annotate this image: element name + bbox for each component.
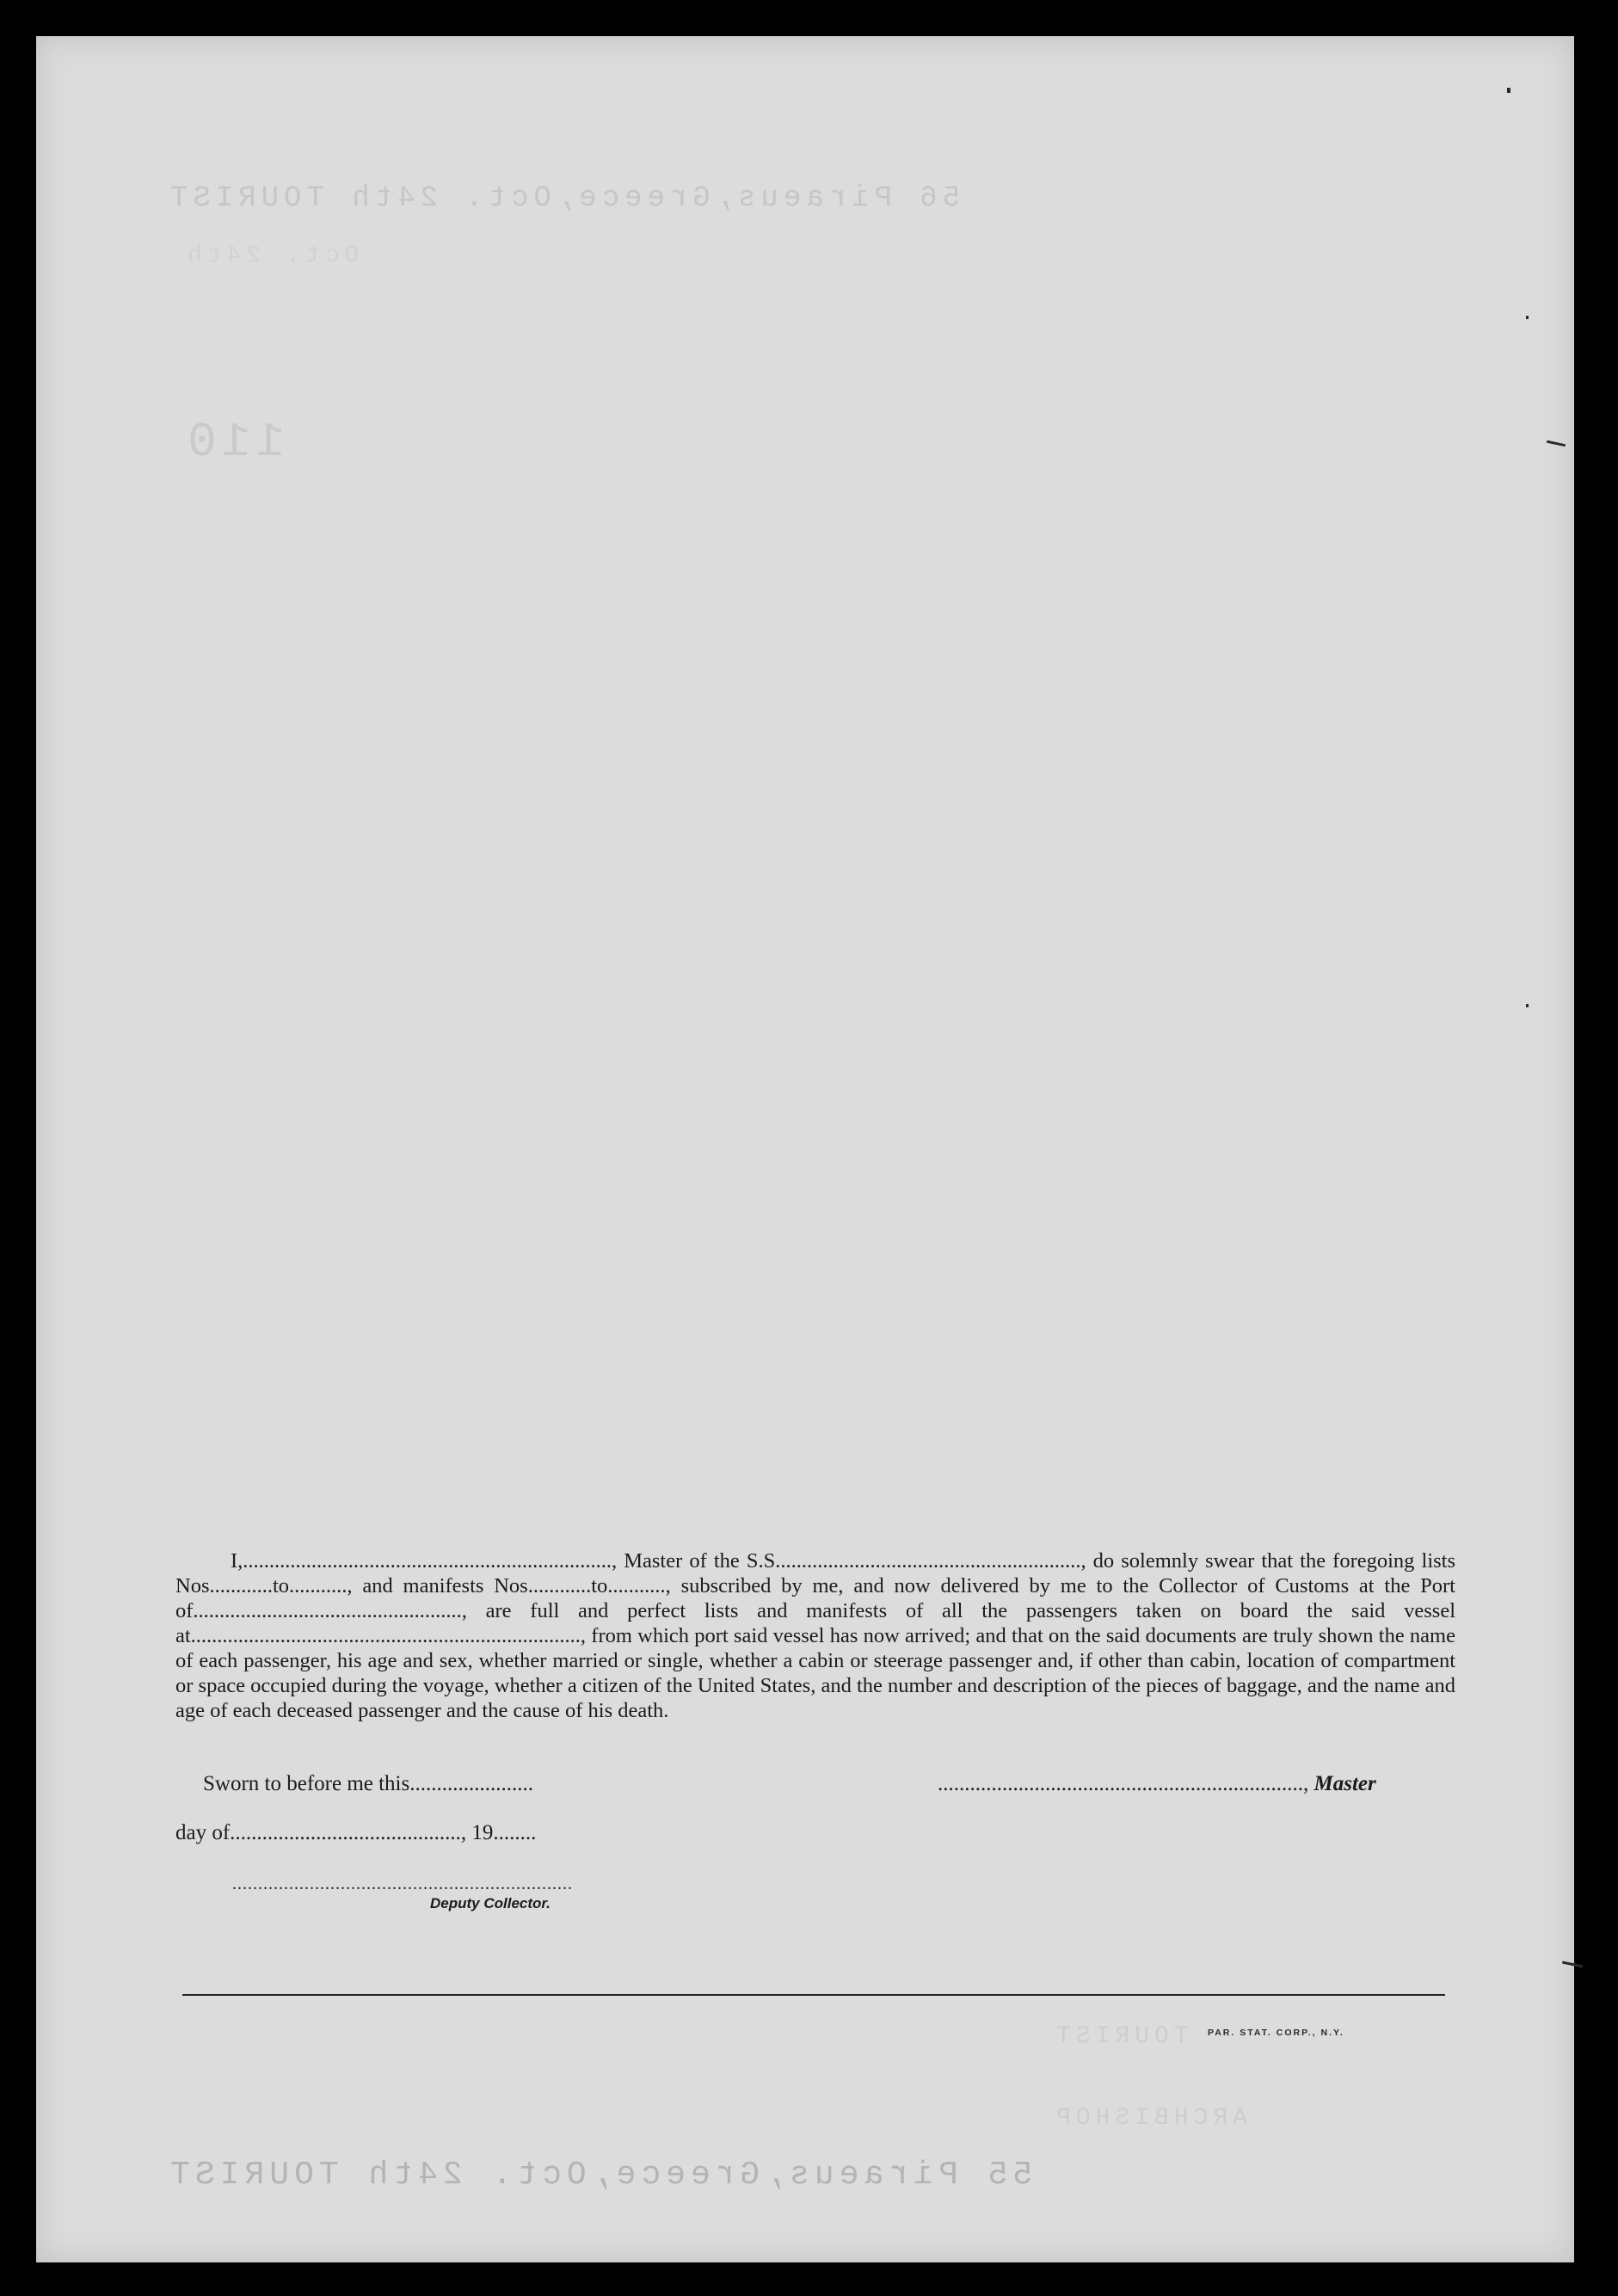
document-page (36, 36, 1574, 2262)
bleed-through-footer: 55 Piraeus,Greece,Oct. 24th TOURIST (165, 2157, 1033, 2194)
horizontal-rule (182, 1994, 1445, 1996)
edge-mark (1507, 88, 1510, 93)
bleed-through-header: 56 Piraeus,Greece,Oct. 24th TOURIST (165, 182, 961, 215)
printer-mark: PAR. STAT. CORP., N.Y. (1208, 2028, 1344, 2038)
master-label: Master (1313, 1772, 1376, 1795)
deputy-signature-dots: .................................................................. (232, 1874, 573, 1893)
bleed-through-subheader: Oct. 24th (182, 243, 360, 269)
deputy-collector-label: Deputy Collector. (430, 1895, 551, 1911)
edge-mark (1526, 316, 1529, 319)
edge-mark (1526, 1004, 1529, 1007)
edge-mark (1547, 440, 1566, 447)
edge-mark (1562, 1961, 1583, 1968)
master-signature-dots: ...................................................................., (938, 1772, 1309, 1795)
bleed-through-number: 110 (182, 415, 285, 470)
bleed-through-middle: TOURIST (1051, 2023, 1189, 2050)
bleed-through-middle-2: ARCHBISHOP (1051, 2105, 1248, 2132)
oath-paragraph: I,......................................................................, Master of the S.S.........................................................., do solemnly swear that the foregoing lists Nos............to..........., and manifests Nos............to..........., subscribed by me, and now delivered by me to the Collector of Customs at the Port of..................................................., are full and perfect lists and manifests of all the passengers taken on board the said vessel at.........................................................................., from which port said vessel has now arrived; and that on the said documents are truly shown the name of each passenger, his age and sex, whether married or single, whether a cabin or steerage passenger and, if other than cabin, location of compartment or space occupied during the voyage, whether a citizen of the United States, and the number and description of the pieces of baggage, and the name and age of each deceased passenger and the cause of his death. (175, 1549, 1455, 1722)
day-of-line: day of..........................................., 19........ (175, 1821, 537, 1844)
sworn-before-line: Sworn to before me this....................... (203, 1772, 533, 1795)
master-signature-line (938, 1772, 1376, 1796)
